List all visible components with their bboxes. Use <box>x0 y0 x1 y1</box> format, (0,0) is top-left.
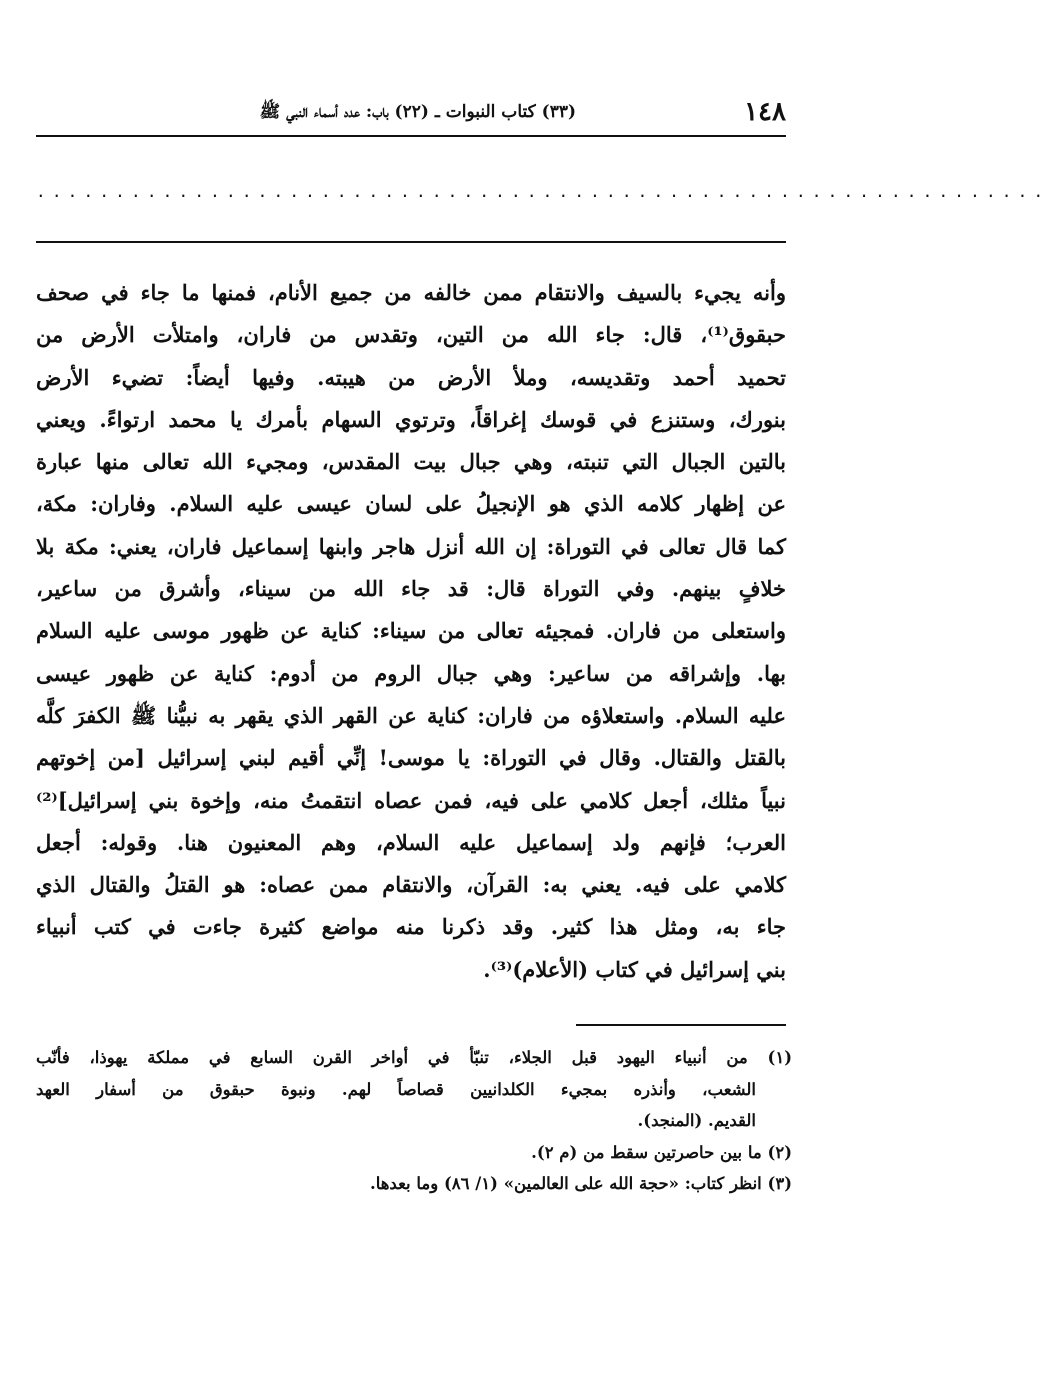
page-number: ١٤٨ <box>744 97 786 127</box>
running-title: (٣٣) كتاب النبوات ـ (٢٢) باب: عدد أسماء النبي ﷺ <box>259 102 576 122</box>
footnotes <box>36 1042 792 1232</box>
text-line: بها. وإشراقه من ساعير: وهي جبال الروم من أدوم: كناية عن ظهور عيسى <box>36 660 786 686</box>
text-line: عليه السلام. واستعلاؤه من فاران: كناية عن القهر الذي يقهر به نبيُّنا ﷺ الكفرَ كلَّه <box>36 702 786 728</box>
text-line: بني إسرائيل في كتاب (الأعلام)⁽³⁾. <box>483 956 786 982</box>
text-line: عن إظهار كلامه الذي هو الإنجيلُ على لسان عيسى عليه السلام. وفاران: مكة، <box>36 491 786 517</box>
footnote-3: (٣) انظر كتاب: «حجة الله على العالمين» (١/ ٨٦) وما بعدها. <box>369 1174 792 1193</box>
text-line: جاء به، ومثل هذا كثير. وقد ذكرنا منه مواضع كثيرة جاءت في كتب أنبياء <box>36 914 786 940</box>
header-rule <box>36 135 786 137</box>
footnote-separator <box>576 1024 786 1026</box>
text-line: العرب؛ فإنهم ولد إسماعيل عليه السلام، وهم المعنيون هنا. وقوله: أجعل <box>36 829 786 855</box>
text-line: وأنه يجيء بالسيف والانتقام ممن خالفه من جميع الأنام، فمنها ما جاء في صحف <box>36 280 786 305</box>
text-line: خلافٍ بينهم. وفي التوراة قال: قد جاء الله من سيناء، وأشرق من ساعير، <box>36 576 786 602</box>
text-line: بالقتل والقتال. وقال في التوراة: يا موسى! إنِّي أقيم لبني إسرائيل [من إخوتهم <box>36 745 786 771</box>
main-text <box>36 272 786 1012</box>
footnote-2: (٢) ما بين حاصرتين سقط من (م ٢). <box>531 1142 792 1162</box>
footnote-1-line: (١) من أنبياء اليهود قبل الجلاء، تنبّأ في أواخر القرن السابع في مملكة يهوذا، فأنّب <box>36 1048 792 1067</box>
text-line: بالتين الجبال التي تنبته، وهي جبال بيت المقدس، ومجيء الله تعالى منها عبارة <box>36 449 786 475</box>
text-line: حبقوق⁽¹⁾، قال: جاء الله من التين، وتقدس من فاران، وامتلأت الأرض من <box>36 322 786 348</box>
text-line: تحميد أحمد وتقديسه، وملأ الأرض من هيبته. وفيها أيضاً: تضيء الأرض <box>36 364 786 390</box>
text-line: بنورك، وستنزع في قوسك إغراقاً، وترتوي السهام بأمرك يا محمد ارتواءً. ويعني <box>36 406 786 432</box>
text-line: نبياً مثلك، أجعل كلامي على فيه، فمن عصاه انتقمتُ منه، وإخوة بني إسرائيل]⁽²⁾ <box>36 787 786 813</box>
section-rule <box>36 241 786 243</box>
omission-dots: ................................................................ <box>36 182 1049 201</box>
text-line: كلامي على فيه. يعني به: القرآن، والانتقام ممن عصاه: هو القتلُ والقتال الذي <box>36 872 786 898</box>
page-header <box>36 92 786 132</box>
text-line: واستعلى من فاران. فمجيئه تعالى من سيناء: كناية عن ظهور موسى عليه السلام <box>36 618 786 644</box>
footnote-1-line: الشعب، وأنذره بمجيء الكلدانيين قصاصاً لهم. ونبوة حبقوق من أسفار العهد <box>36 1079 756 1099</box>
text-line: كما قال تعالى في التوراة: إن الله أنزل هاجر وابنها إسماعيل فاران، يعني: مكة بلا <box>36 533 786 559</box>
footnote-1-line: القديم. (المنجد). <box>637 1111 756 1130</box>
